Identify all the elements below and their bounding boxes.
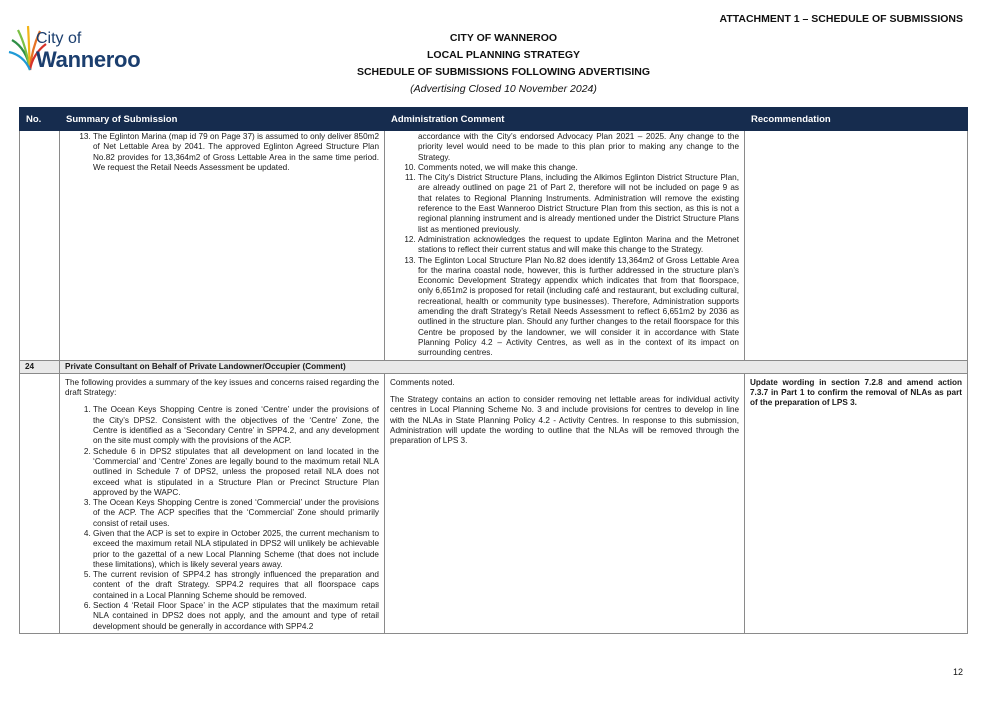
summary-item: 4. Given that the ACP is set to expire in October 2025, the current mechanism to exceed the maximum retail NLA stipulated in DPS2 will unlikely be achievable prior to the gazettal of a new Local Planning Scheme (that does not include these limitations), which is likely several years away.: [93, 529, 379, 570]
summary-item: 13. The Eglinton Marina (map id 79 on Page 37) is assumed to only deliver 850m2 of Net Lettable Area by 2041. The approved Eglinton Agreed Structure Plan No.82 provides for 13,364m2 of Gross Lettable Area in the same time period. We request the Retail Needs Assessment be updated.: [93, 132, 379, 173]
cell-summary: [60, 373, 385, 633]
page-number: 12: [952, 667, 963, 677]
section-title: Private Consultant on Behalf of Private Landowner/Occupier (Comment): [60, 360, 968, 373]
cell-admin-comment: [385, 131, 745, 361]
table-row: [20, 373, 968, 633]
admin-item: 11. The City’s District Structure Plans, including the Alkimos Eglinton District Structure Plan, are already outlined on page 21 of Part 2, therefore will not be included on page 9 as that relates to Regional Planning Instruments. Administration will remove the existing reference to the East Wanneroo District Structure Plan from this section, as this is not a regional planning instrument and is already mentioned under the District Structure Plans list as mentioned previously.: [418, 173, 739, 235]
section-row: [20, 360, 968, 373]
table-header-row: [20, 108, 968, 131]
summary-intro: The following provides a summary of the key issues and concerns raised regarding the draft Strategy:: [65, 377, 380, 398]
heading-line-1: CITY OF WANNEROO: [449, 32, 558, 44]
summary-item: 6. Section 4 ‘Retail Floor Space’ in the ACP stipulates that the maximum retail NLA contained in DPS2 does not apply, and the amount and type of retail development should be generally in accordance with SPP4.2: [93, 601, 379, 632]
logo-text-city: City of: [36, 30, 82, 47]
summary-item: 2. Schedule 6 in DPS2 stipulates that all development on land located in the ‘Commercial’ and ‘Centre’ Zones are legally bound to the maximum retail NLA outlined in Schedule 7 of DPS2, unless the proposed retail NLA does not exceed what is stipulated in a Structure Plan or Precinct Structure Plan approved by the WAPC.: [93, 447, 379, 498]
header-admin-comment: Administration Comment: [385, 108, 745, 131]
attachment-title: ATTACHMENT 1 – SCHEDULE OF SUBMISSIONS: [719, 13, 963, 25]
admin-item: 13. The Eglinton Local Structure Plan No.82 does identify 13,364m2 of Gross Lettable Area for the marina coastal node, however, this is further addressed in the structure plan’s Economic Development Strategy appendix which indicates that from that floorspace, only 6,651m2 is proposed for retail (including café and restaurant, but excluding cultural, recreational, health or community type businesses). Therefore, Administration supports amending the draft Strategy’s Retail Needs Assessment to reflect 6,651m2 by 2036 as outlined in the structure plan. Should any further changes to the retail floorspace for this Centre be proposed by the landowner, we will consider it in accordance with State Planning Policy 4.2 – Activity Centres, as well as in the context of its impact on surrounding centres.: [418, 256, 739, 359]
heading-line-2: LOCAL PLANNING STRATEGY: [426, 49, 581, 61]
cell-no: [20, 373, 60, 633]
heading-line-4: (Advertising Closed 10 November 2024): [410, 83, 597, 95]
cell-recommendation: [745, 131, 968, 361]
summary-item: 1. The Ocean Keys Shopping Centre is zoned ‘Centre’ under the provisions of the City’s DPS2. Consistent with the objectives of the ‘Centre’ Zone, the Centre is identified as a ‘Secondary Centre’ in SPP4.2, and any development on the site must comply with the provisions of the ACP.: [93, 405, 379, 446]
cell-recommendation: [745, 373, 968, 633]
admin-continuation: accordance with the City’s endorsed Advocacy Plan 2021 – 2025. Any change to the priority level would need to be made to this plan prior to making any change to the Strategy.: [418, 132, 739, 162]
cell-admin-comment: [385, 373, 745, 633]
section-no: 24: [20, 360, 60, 373]
admin-comment-p2: The Strategy contains an action to consider removing net lettable areas for individual activity centres in Local Planning Scheme No. 3 and include provisions for centres to develop in line with the NLAs in State Planning Policy 4.2 - Activity Centres. In response to this submission, Administration will update the wording to outline that the NLAs will be removed through the preparation of LPS 3.: [390, 395, 739, 446]
summary-item: 5. The current revision of SPP4.2 has strongly influenced the preparation and content of the draft Strategy. SPP4.2 requires that all floorspace caps contained in a Local Planning Scheme should be removed.: [93, 570, 379, 601]
header-summary: Summary of Submission: [60, 108, 385, 131]
admin-item: 10. Comments noted, we will make this change.: [418, 163, 739, 173]
header-recommendation: Recommendation: [745, 108, 968, 131]
admin-comment-p1: Comments noted.: [390, 377, 455, 387]
cell-summary: [60, 131, 385, 361]
cell-no: [20, 131, 60, 361]
heading-line-3: SCHEDULE OF SUBMISSIONS FOLLOWING ADVERTISING: [356, 66, 651, 78]
admin-item: 12. Administration acknowledges the request to update Eglinton Marina and the Metronet stations to reflect their current status and will make this change to the Strategy.: [418, 235, 739, 256]
recommendation-text: Update wording in section 7.2.8 and amend action 7.3.7 in Part 1 to confirm the removal of NLAs as part of the preparation of LPS 3.: [750, 377, 962, 408]
submissions-table: [19, 107, 968, 634]
logo-text-wanneroo: Wanneroo: [36, 47, 141, 72]
table-row: [20, 131, 968, 361]
summary-item: 3. The Ocean Keys Shopping Centre is zoned ‘Commercial’ under the provisions of the ACP. The ACP specifies that the ‘Commercial’ Zone should primarily consist of retail uses.: [93, 498, 379, 529]
header-no: No.: [20, 108, 60, 131]
document-heading: [0, 30, 1007, 98]
